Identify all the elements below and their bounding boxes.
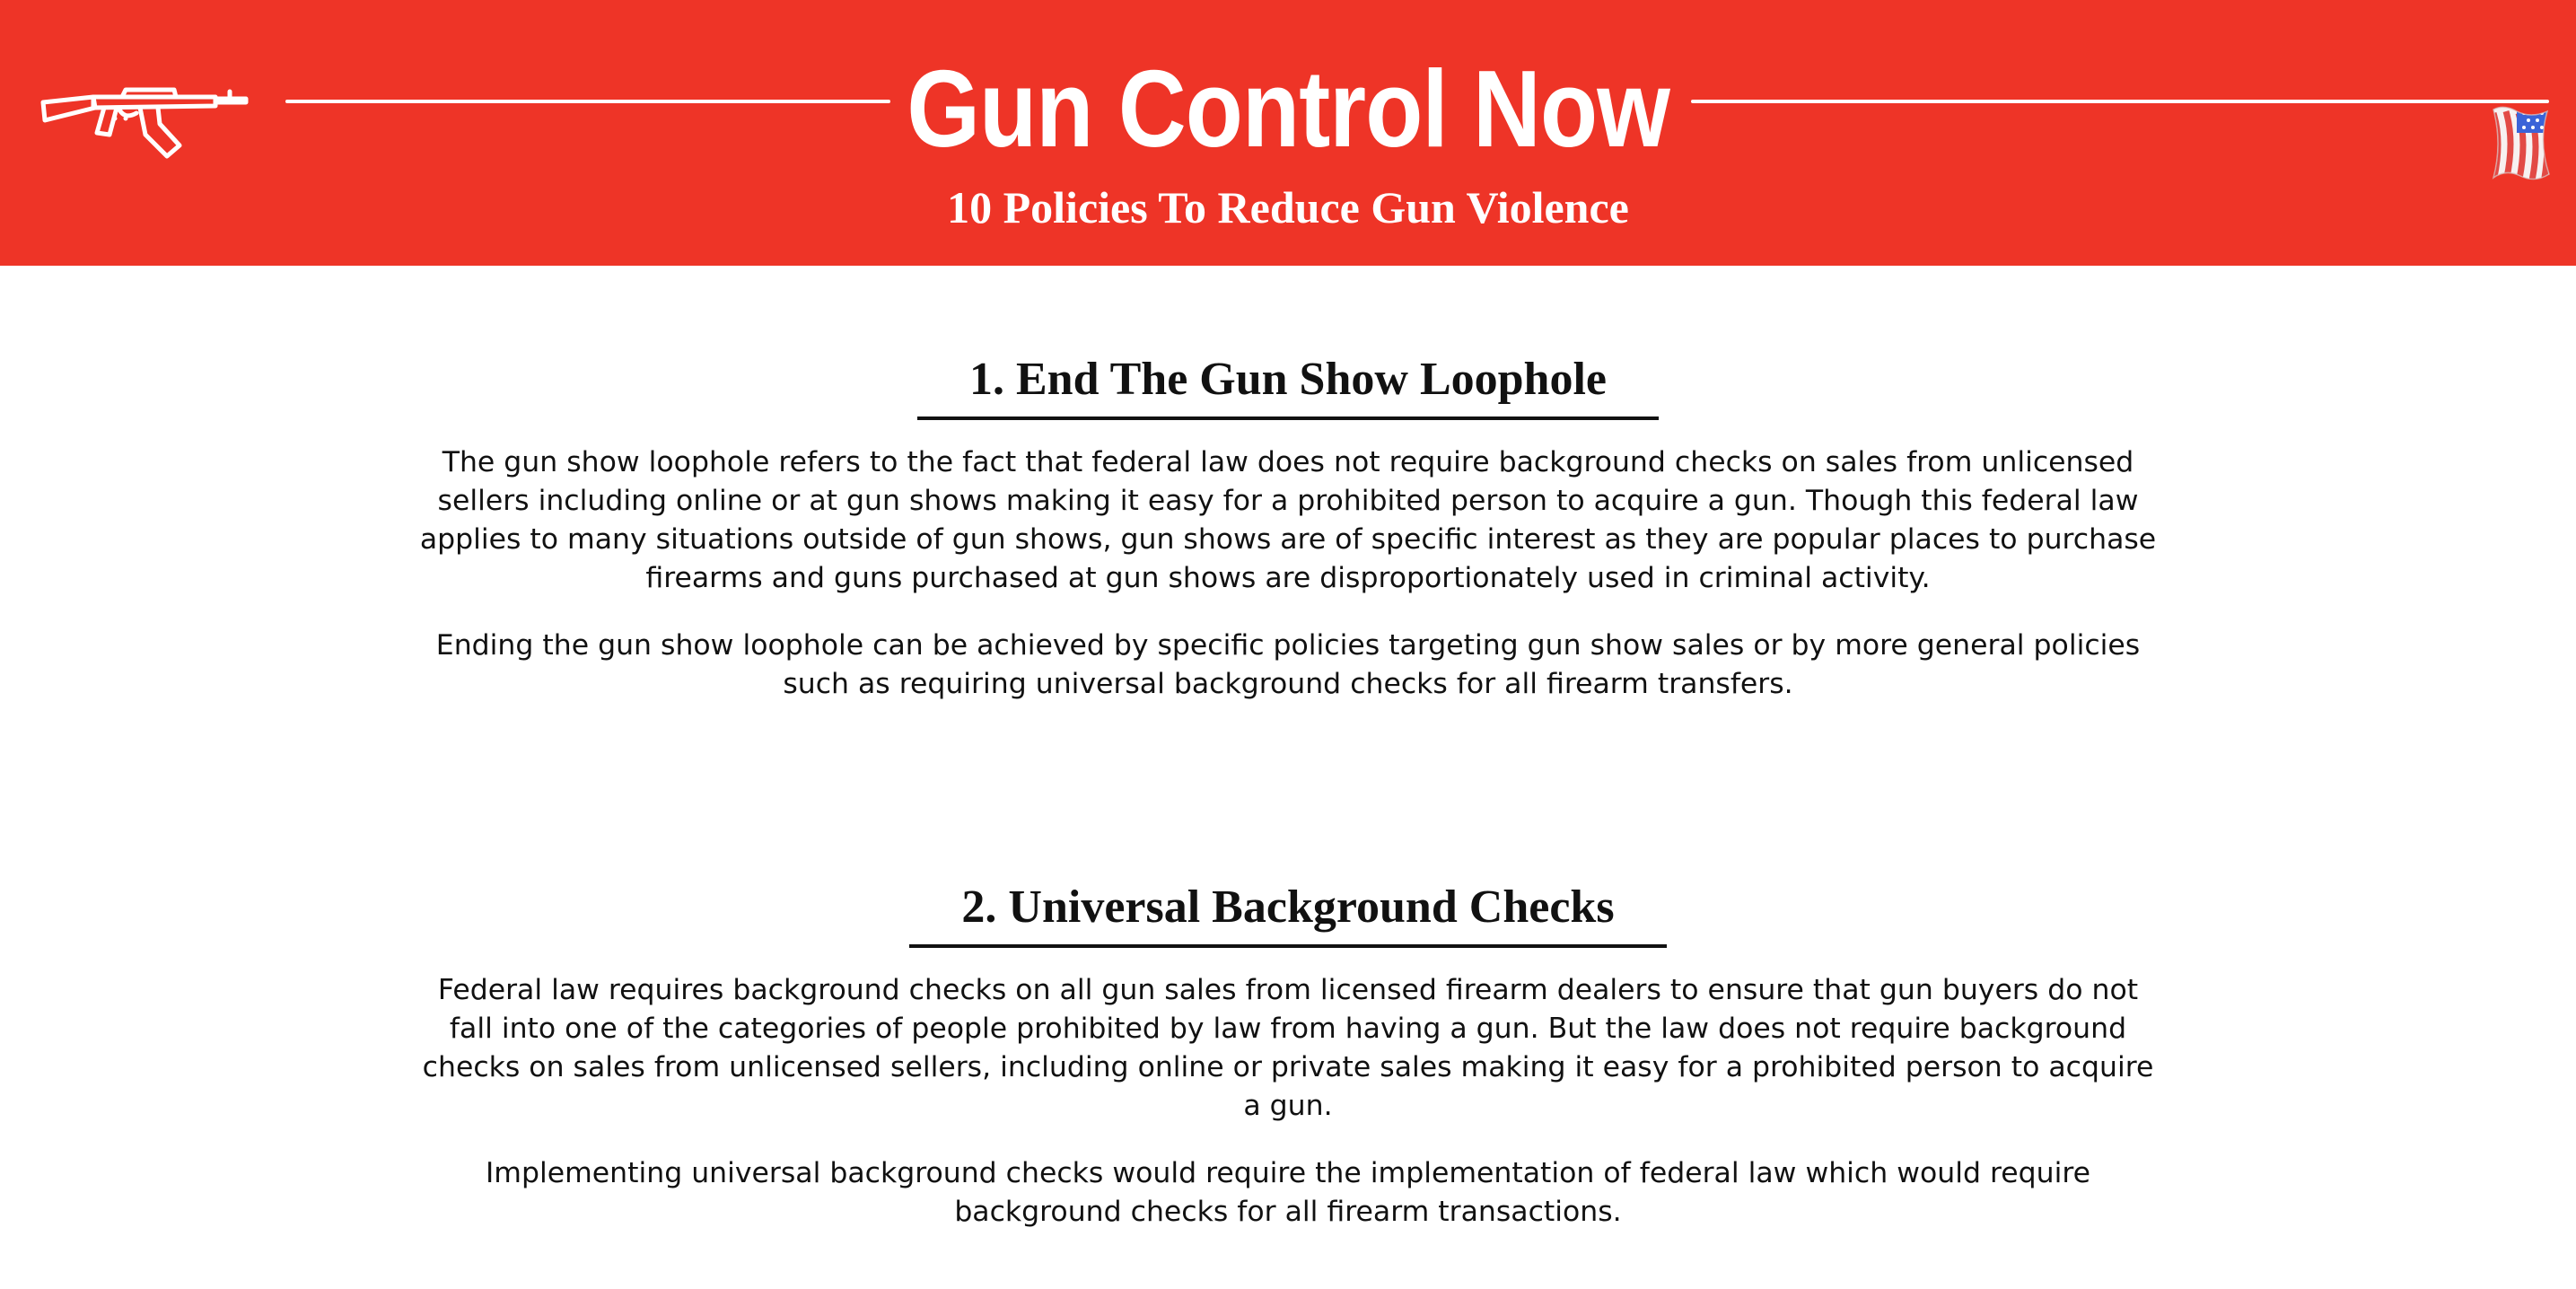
policy-paragraph: Federal law requires background checks on all gun sales from licensed firearm dealers to ensure that gun buyers do not fall into one of the categories of people prohibited by law from having a gun. But the law does not require background checks on sales from unlicensed sellers, including online or private sales making it easy for a prohibited person to acquire a gun.	[422, 974, 2154, 1122]
policy-paragraph: Implementing universal background checks would require the implementation of federal law which would require background checks for all firearm transactions.	[486, 1157, 2090, 1228]
policy-heading: 2. Universal Background Checks	[909, 872, 1666, 948]
policy-section-2	[413, 872, 2163, 1232]
site-title: Gun Control Now	[907, 48, 1669, 170]
policy-paragraph: Ending the gun show loophole can be achieved by specific policies targeting gun show sales or by more general policies such as requiring universal background checks for all firearm transfers.	[435, 629, 2141, 700]
header-banner	[0, 0, 2576, 266]
site-subtitle: 10 Policies To Reduce Gun Violence	[947, 182, 1629, 232]
policy-paragraph: The gun show loophole refers to the fact that federal law does not require background checks on sales from unlicensed sellers including online or at gun shows making it easy for a prohibited person to acquire a gun. Though this federal law applies to many situations outside of gun shows, gun shows are of specific interest as they are popular places to purchase firearms and guns purchased at gun shows are disproportionately used in criminal activity.	[419, 446, 2157, 594]
policy-section-1	[413, 345, 2163, 704]
policy-heading: 1. End The Gun Show Loophole	[917, 345, 1659, 420]
american-flag-icon	[2484, 106, 2553, 203]
